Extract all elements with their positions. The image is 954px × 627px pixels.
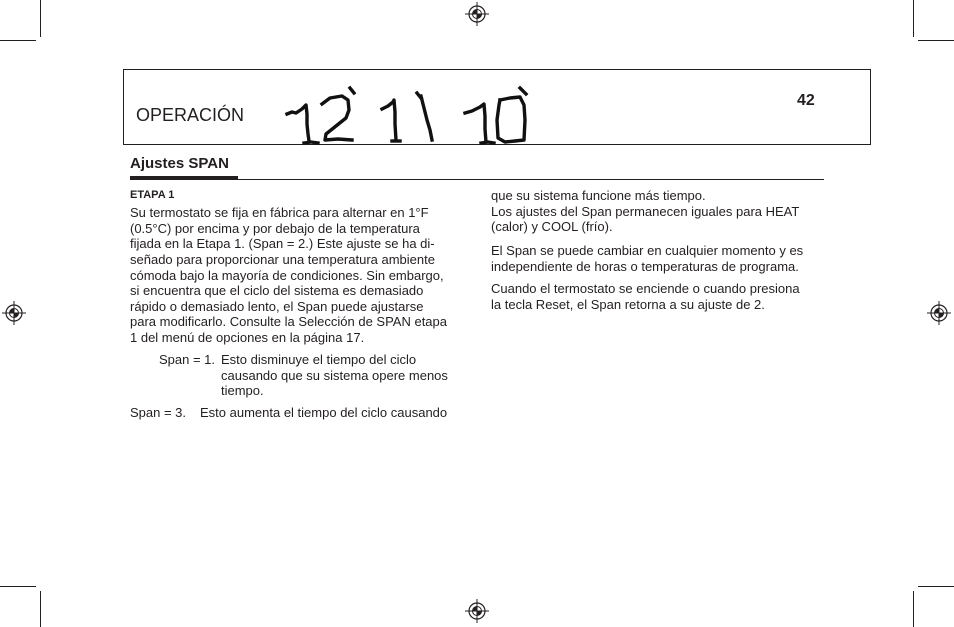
- right-paragraph-1: [491, 188, 799, 235]
- text-line: Esto disminuye el tiempo del ciclo: [221, 352, 417, 368]
- text-line: cómoda bajo la mayoría de condiciones. Sin embargo,: [130, 267, 444, 283]
- registration-mark-left-icon: [2, 301, 26, 325]
- text-line: independiente de horas o temperaturas de programa.: [491, 258, 799, 274]
- span3-description: Esto aumenta el tiempo del ciclo causando: [200, 405, 448, 421]
- registration-mark-top-icon: [465, 2, 489, 26]
- right-paragraph-2: [491, 243, 803, 274]
- text-line: si encuentra que el ciclo del sistema es demasiado: [130, 283, 424, 299]
- span3-label: Span = 3.: [130, 405, 187, 421]
- digit-stroke: [465, 104, 486, 142]
- text-line: la tecla Reset, el Span retorna a su ajuste de 2.: [491, 296, 765, 312]
- span1-description: [221, 352, 448, 399]
- text-line: rápido o demasiado lento, el Span puede ajustarse: [130, 298, 424, 314]
- text-line: El Span se puede cambiar en cualquier momento y es: [491, 243, 804, 259]
- digit-stroke: [304, 142, 318, 143]
- text-line: (0.5°C) por encima y por debajo de la temperatura: [130, 220, 420, 236]
- right-paragraph-3: [491, 281, 800, 312]
- digit-stroke: [497, 97, 525, 142]
- step-label: ETAPA 1: [130, 189, 175, 201]
- text-line: tiempo.: [221, 383, 264, 399]
- span1-label: Span = 1.: [159, 352, 216, 368]
- registration-mark-bottom-icon: [465, 599, 489, 623]
- clock-digits-graphic: [280, 84, 532, 150]
- digit-stroke: [382, 100, 396, 140]
- digit-stroke: [481, 142, 494, 143]
- registration-mark-right-icon: [927, 301, 951, 325]
- text-line: Su termostato se fija en fábrica para alternar en 1°F: [130, 205, 429, 221]
- digit-stroke: [421, 96, 432, 140]
- digit-stroke: [520, 88, 526, 94]
- text-line: que su sistema funcione más tiempo.: [491, 188, 706, 204]
- text-line: Los ajustes del Span permanecen iguales para HEAT: [491, 203, 800, 219]
- heading-rule: [130, 179, 824, 180]
- text-line: (calor) y COOL (frío).: [491, 219, 613, 235]
- text-line: fijada en la Etapa 1. (Span = 2.) Este ajuste se ha di-: [130, 236, 435, 252]
- text-line: Cuando el termostato se enciende o cuando presiona: [491, 281, 800, 297]
- text-line: 1 del menú de opciones en la página 17.: [130, 329, 365, 345]
- page-number: 42: [797, 92, 815, 109]
- digit-stroke: [287, 105, 309, 141]
- section-heading: Ajustes SPAN: [130, 155, 229, 172]
- text-line: señado para proporcionar una temperatura ambiente: [130, 251, 435, 267]
- text-line: para modificarlo. Consulte la Selección de SPAN etapa: [130, 314, 447, 330]
- header-box: [123, 69, 871, 145]
- digit-stroke: [350, 88, 354, 93]
- section-title: OPERACIÓN: [136, 105, 245, 125]
- digit-stroke: [322, 96, 352, 140]
- step-paragraph: [130, 205, 447, 345]
- text-line: causando que su sistema opere menos: [221, 367, 448, 383]
